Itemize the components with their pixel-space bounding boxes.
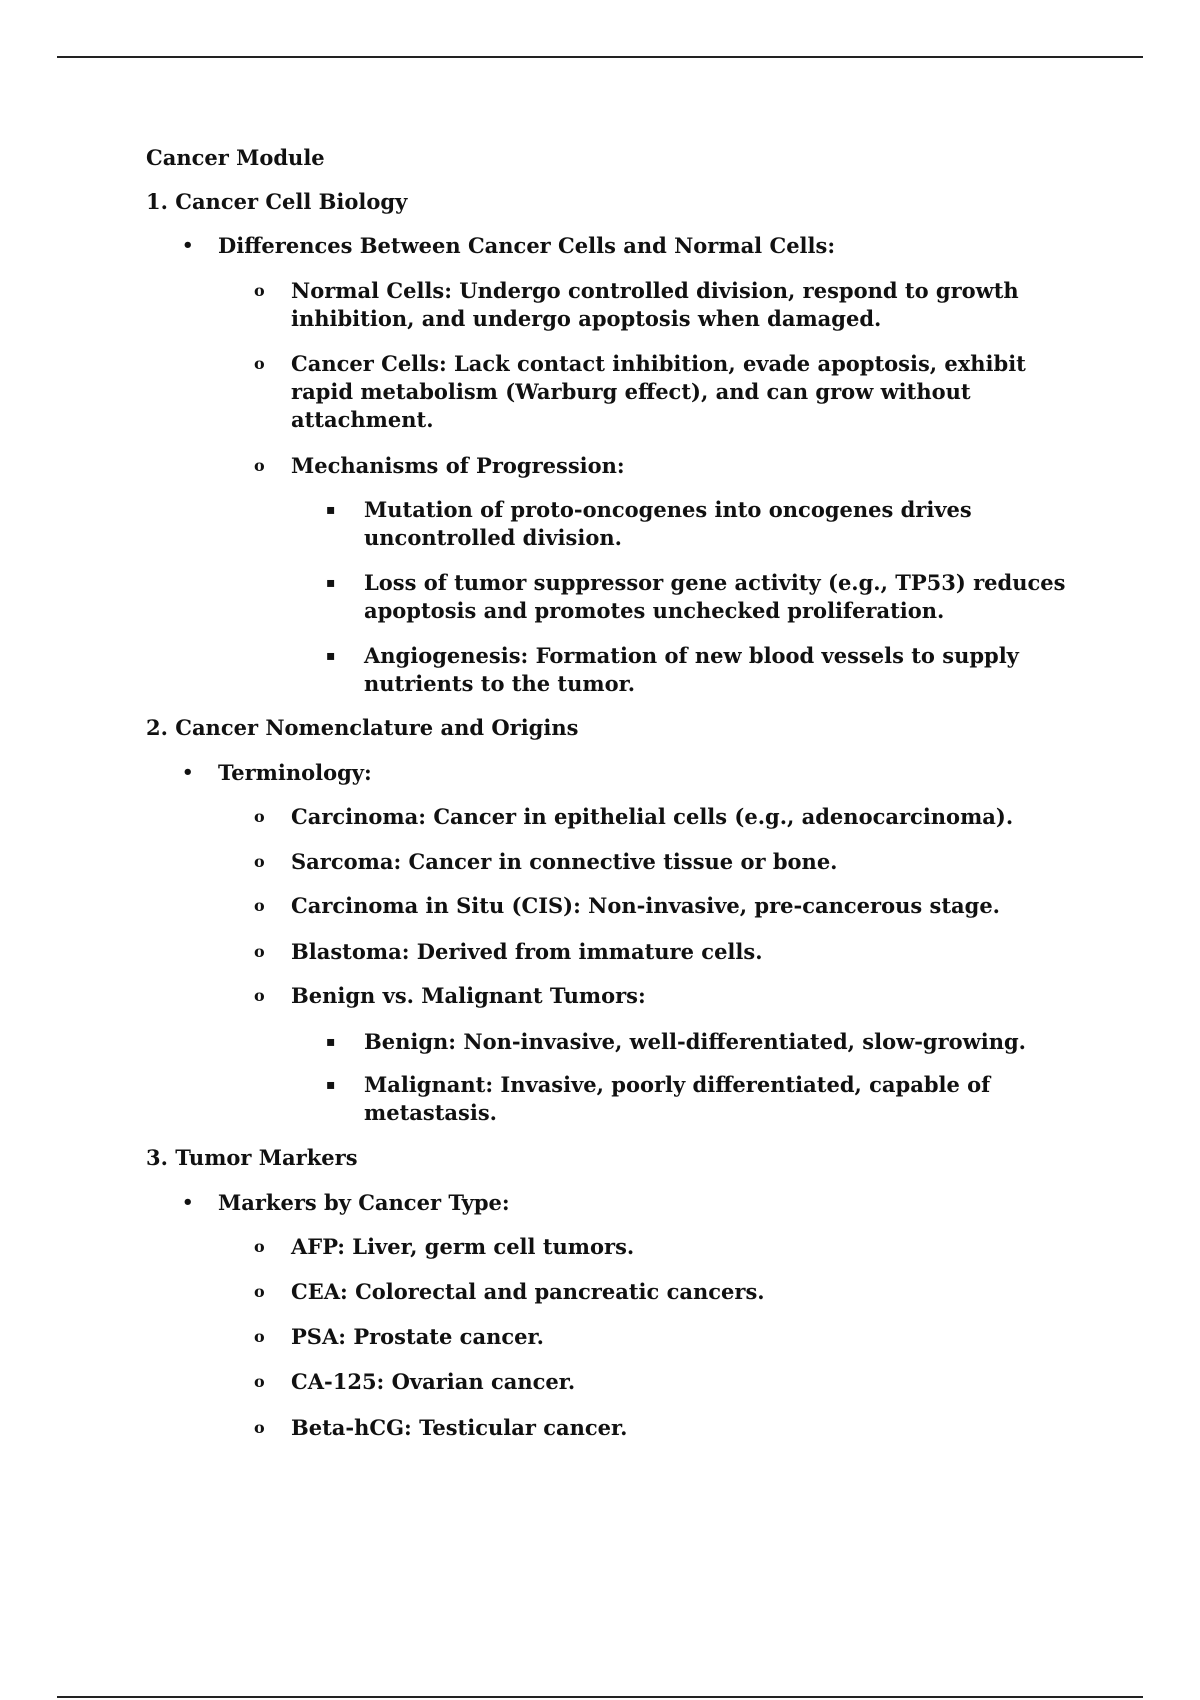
list-item: Carcinoma in Situ (CIS): Non-invasive, pre-cancerous stage. [291, 893, 1000, 918]
sub-bullet-marker: o [254, 807, 265, 826]
bullet-item: Differences Between Cancer Cells and Normal Cells: [218, 233, 836, 258]
sub-list-item: Malignant: Invasive, poorly differentiated, capable of metastasis. [364, 1072, 991, 1125]
sub-bullet-marker: o [254, 1327, 265, 1346]
sub-sub-bullet-marker: ▪ [326, 575, 336, 591]
sub-list-item: Angiogenesis: Formation of new blood vessels to supply nutrients to the tumor. [364, 643, 1019, 696]
list-item: Mechanisms of Progression: [291, 453, 625, 478]
sub-sub-bullet-marker: ▪ [326, 1034, 336, 1050]
list-item: Benign vs. Malignant Tumors: [291, 983, 646, 1008]
sub-bullet-marker: o [254, 942, 265, 961]
list-item: Carcinoma: Cancer in epithelial cells (e.g., adenocarcinoma). [291, 804, 1014, 829]
sub-bullet-marker: o [254, 1237, 265, 1256]
list-item: PSA: Prostate cancer. [291, 1324, 544, 1349]
header-rule [57, 56, 1143, 58]
sub-sub-bullet-marker: ▪ [326, 502, 336, 518]
list-item: Blastoma: Derived from immature cells. [291, 939, 763, 964]
bullet-marker: • [182, 235, 194, 256]
bullet-item: Terminology: [218, 760, 372, 785]
list-item: Sarcoma: Cancer in connective tissue or bone. [291, 849, 838, 874]
sub-bullet-marker: o [254, 281, 265, 300]
bullet-marker: • [182, 762, 194, 783]
sub-bullet-marker: o [254, 1418, 265, 1437]
sub-bullet-marker: o [254, 456, 265, 475]
sub-bullet-marker: o [254, 1372, 265, 1391]
list-item: Beta-hCG: Testicular cancer. [291, 1415, 628, 1440]
footer-rule [57, 1696, 1143, 1698]
bullet-marker: • [182, 1192, 194, 1213]
sub-sub-bullet-marker: ▪ [326, 1077, 336, 1093]
list-item: AFP: Liver, germ cell tumors. [291, 1234, 635, 1259]
section-heading: 1. Cancer Cell Biology [146, 189, 408, 214]
sub-sub-bullet-marker: ▪ [326, 648, 336, 664]
sub-bullet-marker: o [254, 852, 265, 871]
sub-bullet-marker: o [254, 1282, 265, 1301]
bullet-item: Markers by Cancer Type: [218, 1190, 510, 1215]
sub-bullet-marker: o [254, 986, 265, 1005]
document-title: Cancer Module [146, 145, 325, 170]
list-item: Cancer Cells: Lack contact inhibition, evade apoptosis, exhibit rapid metabolism (Warburg effect), and can grow without attachment. [291, 351, 1026, 432]
section-heading: 2. Cancer Nomenclature and Origins [146, 715, 579, 740]
list-item: Normal Cells: Undergo controlled division, respond to growth inhibition, and undergo apoptosis when damaged. [291, 278, 1019, 331]
sub-list-item: Loss of tumor suppressor gene activity (e.g., TP53) reduces apoptosis and promotes unchecked proliferation. [364, 570, 1066, 623]
list-item: CA-125: Ovarian cancer. [291, 1369, 576, 1394]
sub-list-item: Mutation of proto-oncogenes into oncogenes drives uncontrolled division. [364, 497, 972, 550]
sub-bullet-marker: o [254, 896, 265, 915]
list-item: CEA: Colorectal and pancreatic cancers. [291, 1279, 765, 1304]
section-heading: 3. Tumor Markers [146, 1145, 358, 1170]
sub-bullet-marker: o [254, 354, 265, 373]
sub-list-item: Benign: Non-invasive, well-differentiated, slow-growing. [364, 1029, 1026, 1054]
